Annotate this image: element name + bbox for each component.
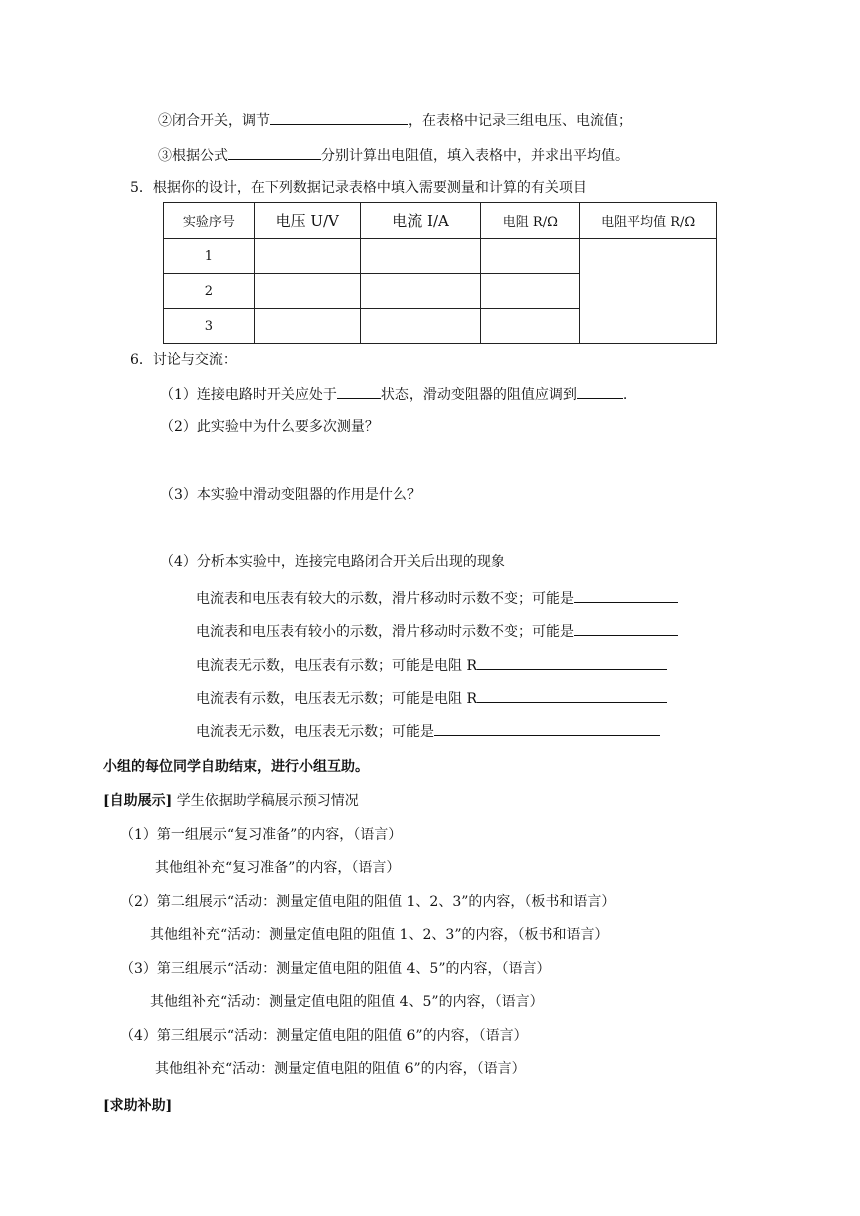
- header-voltage: 电压 U/V: [254, 203, 360, 239]
- resistance-cell[interactable]: [481, 309, 580, 344]
- show-item-3: （3）第三组展示“活动：测量定值电阻的阻值 4、5”的内容，（语言）: [120, 961, 551, 977]
- question-1-text-end: .: [622, 387, 628, 403]
- self-show-line: [103, 791, 359, 811]
- phenomenon-1-blank[interactable]: [574, 588, 678, 603]
- step-3-blank[interactable]: [228, 145, 321, 160]
- table-row: [164, 239, 717, 274]
- header-trial-number: 实验序号: [164, 203, 255, 239]
- question-1-text: （1）连接电路时开关应处于: [160, 387, 337, 403]
- current-cell[interactable]: [360, 309, 481, 344]
- item-5-heading: 5．根据你的设计，在下列数据记录表格中填入需要测量和计算的有关项目: [130, 180, 587, 196]
- question-1: [160, 384, 627, 405]
- show-item-3-supplement: 其他组补充“活动：测量定值电阻的阻值 4、5”的内容，（语言）: [150, 994, 544, 1010]
- header-average-resistance: 电阻平均值 R/Ω: [580, 203, 717, 239]
- show-item-1-supplement: 其他组补充“复习准备”的内容，（语言）: [155, 860, 401, 876]
- phenomenon-5-text: 电流表无示数，电压表无示数；可能是: [196, 724, 434, 740]
- show-item-2-supplement: 其他组补充“活动：测量定值电阻的阻值 1、2、3”的内容，（板书和语言）: [150, 927, 609, 943]
- phenomenon-1: [196, 588, 678, 609]
- step-2-line: [158, 110, 632, 131]
- phenomenon-4: [196, 688, 667, 709]
- show-item-2: （2）第二组展示“活动：测量定值电阻的阻值 1、2、3”的内容，（板书和语言）: [120, 894, 616, 910]
- item-6-heading: 6．讨论与交流：: [130, 352, 237, 368]
- show-item-4: （4）第三组展示“活动：测量定值电阻的阻值 6”的内容，（语言）: [120, 1028, 528, 1044]
- row-number: 2: [164, 274, 255, 309]
- phenomenon-4-blank[interactable]: [477, 688, 667, 703]
- phenomenon-3-text: 电流表无示数，电压表有示数；可能是电阻 R: [196, 658, 477, 674]
- question-3: （3）本实验中滑动变阻器的作用是什么？: [160, 487, 421, 503]
- resistance-cell[interactable]: [481, 239, 580, 274]
- step-3-text: ③根据公式: [158, 148, 228, 164]
- phenomenon-2-text: 电流表和电压表有较小的示数，滑片移动时示数不变；可能是: [196, 624, 574, 640]
- table-header-row: [164, 203, 717, 239]
- self-show-text: 学生依据助学稿展示预习情况: [176, 793, 359, 809]
- resistance-cell[interactable]: [481, 274, 580, 309]
- question-2: （2）此实验中为什么要多次测量？: [160, 419, 379, 435]
- voltage-cell[interactable]: [254, 274, 360, 309]
- question-4: （4）分析本实验中，连接完电路闭合开关后出现的现象: [160, 554, 505, 570]
- step-2-blank[interactable]: [270, 110, 408, 125]
- phenomenon-2-blank[interactable]: [574, 621, 678, 636]
- current-cell[interactable]: [360, 239, 481, 274]
- rheostat-value-blank[interactable]: [577, 384, 623, 399]
- question-1-text-mid: 状态，滑动变阻器的阻值应调到: [380, 387, 577, 403]
- header-resistance: 电阻 R/Ω: [481, 203, 580, 239]
- header-current: 电流 I/A: [360, 203, 481, 239]
- row-number: 3: [164, 309, 255, 344]
- voltage-cell[interactable]: [254, 239, 360, 274]
- phenomenon-3-blank[interactable]: [477, 655, 667, 670]
- show-item-4-supplement: 其他组补充“活动：测量定值电阻的阻值 6”的内容，（语言）: [155, 1061, 526, 1077]
- phenomenon-4-text: 电流表有示数，电压表无示数；可能是电阻 R: [196, 691, 477, 707]
- phenomenon-5: [196, 721, 660, 742]
- step-2-text-end: ，在表格中记录三组电压、电流值；: [408, 113, 632, 129]
- phenomenon-5-blank[interactable]: [434, 721, 660, 736]
- phenomenon-2: [196, 621, 678, 642]
- voltage-cell[interactable]: [254, 309, 360, 344]
- phenomenon-1-text: 电流表和电压表有较大的示数，滑片移动时示数不变；可能是: [196, 591, 574, 607]
- show-item-1: （1）第一组展示“复习准备”的内容，（语言）: [120, 827, 403, 843]
- self-show-tag: [自助展示]: [103, 793, 173, 809]
- step-2-text: ②闭合开关，调节: [158, 113, 270, 129]
- help-tag: [求助补助]: [103, 1098, 173, 1114]
- step-3-line: [158, 145, 629, 166]
- step-3-text-end: 分别计算出电阻值，填入表格中，并求出平均值。: [321, 148, 629, 164]
- average-resistance-cell[interactable]: [580, 239, 717, 344]
- data-record-table: [163, 202, 717, 344]
- current-cell[interactable]: [360, 274, 481, 309]
- group-end-note: 小组的每位同学自助结束，进行小组互助。: [103, 759, 369, 775]
- switch-state-blank[interactable]: [337, 384, 381, 399]
- phenomenon-3: [196, 655, 667, 676]
- row-number: 1: [164, 239, 255, 274]
